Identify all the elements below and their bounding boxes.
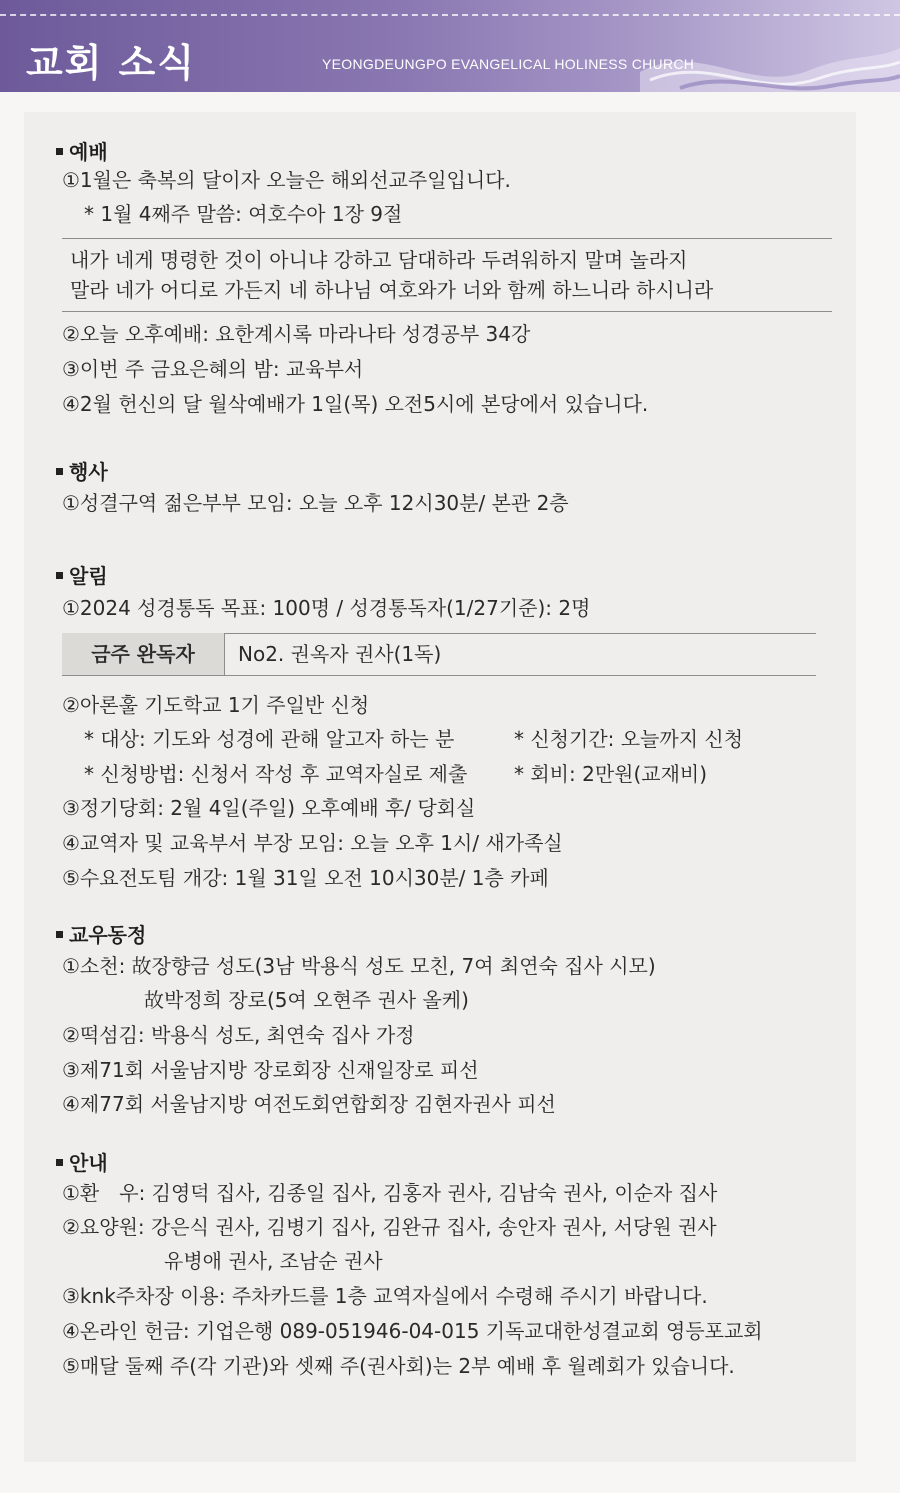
guide-item-4: ④온라인 헌금: 기업은행 089-051946-04-015 기독교대한성결교회 영등포교회 (62, 1319, 763, 1343)
heading-label: 예배 (69, 140, 108, 164)
worship-item-1: ①1월은 축복의 달이자 오늘은 해외선교주일입니다. (62, 168, 511, 192)
notices-item-2-target: * 대상: 기도와 성경에 관해 알고자 하는 분 (84, 727, 455, 751)
guide-item-2: ②요양원: 강은식 권사, 김병기 집사, 김완규 집사, 송안자 권사, 서당원 권사 (62, 1215, 717, 1239)
bullet-square-icon (56, 572, 63, 579)
members-item-1: ①소천: 故장향금 성도(3남 박용식 성도 모친, 7여 최연숙 집사 시모) (62, 954, 656, 978)
church-name-subtitle: YEONGDEUNGPO EVANGELICAL HOLINESS CHURCH (322, 56, 695, 72)
bible-verse-line-1: 내가 네게 명령한 것이 아니냐 강하고 담대하라 두려워하지 말며 놀라지 (70, 248, 688, 272)
worship-item-4: ④2월 헌신의 달 월삭예배가 1일(목) 오전5시에 본당에서 있습니다. (62, 392, 649, 416)
notices-item-2-fee: * 회비: 2만원(교재비) (514, 762, 708, 786)
page-title: 교회 소식 (26, 41, 197, 85)
section-heading-events (56, 456, 108, 485)
section-heading-guide (56, 1147, 108, 1176)
completed-readers-table (62, 633, 816, 677)
table-bottom-border (62, 675, 816, 676)
worship-item-2: ②오늘 오후예배: 요한계시록 마라나타 성경공부 34강 (62, 322, 531, 346)
bullet-square-icon (56, 1159, 63, 1166)
guide-item-1: ①환 우: 김영덕 집사, 김종일 집사, 김홍자 권사, 김남숙 권사, 이순자 집사 (62, 1181, 718, 1205)
heading-label: 행사 (69, 460, 108, 484)
members-item-3: ③제71회 서울남지방 장로회장 신재일장로 피선 (62, 1058, 479, 1082)
table-value-cell: No2. 권옥자 권사(1독) (238, 642, 442, 666)
notices-item-4: ④교역자 및 교육부서 부장 모임: 오늘 오후 1시/ 새가족실 (62, 831, 563, 855)
notices-item-3: ③정기당회: 2월 4일(주일) 오후예배 후/ 당회실 (62, 796, 476, 820)
members-item-2: ②떡섬김: 박용식 성도, 최연숙 집사 가정 (62, 1023, 415, 1047)
notices-item-5: ⑤수요전도팀 개강: 1월 31일 오전 10시30분/ 1층 카페 (62, 866, 549, 890)
notices-item-2-method: * 신청방법: 신청서 작성 후 교역자실로 제출 (84, 762, 468, 786)
worship-item-1-sub: * 1월 4째주 말씀: 여호수아 1장 9절 (84, 202, 403, 226)
divider (62, 311, 832, 312)
members-item-1-cont: 故박정희 장로(5여 오현주 권사 올케) (144, 988, 469, 1012)
section-heading-members (56, 919, 146, 948)
section-heading-worship (56, 136, 108, 165)
worship-item-3: ③이번 주 금요은혜의 밤: 교육부서 (62, 357, 364, 381)
bullet-square-icon (56, 148, 63, 155)
table-label-cell: 금주 완독자 (62, 633, 225, 675)
divider (62, 238, 832, 239)
heading-label: 안내 (69, 1151, 108, 1175)
guide-item-2-cont: 유병애 권사, 조남순 권사 (164, 1249, 383, 1273)
bullet-square-icon (56, 468, 63, 475)
heading-label: 교우동정 (69, 923, 147, 947)
guide-item-5: ⑤매달 둘째 주(각 기관)와 셋째 주(권사회)는 2부 예배 후 월례회가 있습니다. (62, 1354, 735, 1378)
heading-label: 알림 (69, 564, 108, 588)
guide-item-3: ③knk주차장 이용: 주차카드를 1층 교역자실에서 수령해 주시기 바랍니다. (62, 1284, 708, 1308)
bible-verse-line-2: 말라 네가 어디로 가든지 네 하나님 여호와가 너와 함께 하느니라 하시니라 (70, 278, 714, 302)
members-item-4: ④제77회 서울남지방 여전도회연합회장 김현자권사 피선 (62, 1092, 556, 1116)
bullet-square-icon (56, 931, 63, 938)
notices-item-2: ②아론훌 기도학교 1기 주일반 신청 (62, 693, 370, 717)
notices-item-1: ①2024 성경통독 목표: 100명 / 성경통독자(1/27기준): 2명 (62, 596, 591, 620)
notices-item-2-period: * 신청기간: 오늘까지 신청 (514, 727, 744, 751)
section-heading-notices (56, 560, 108, 589)
events-item-1: ①성결구역 젊은부부 모임: 오늘 오후 12시30분/ 본관 2층 (62, 491, 569, 515)
